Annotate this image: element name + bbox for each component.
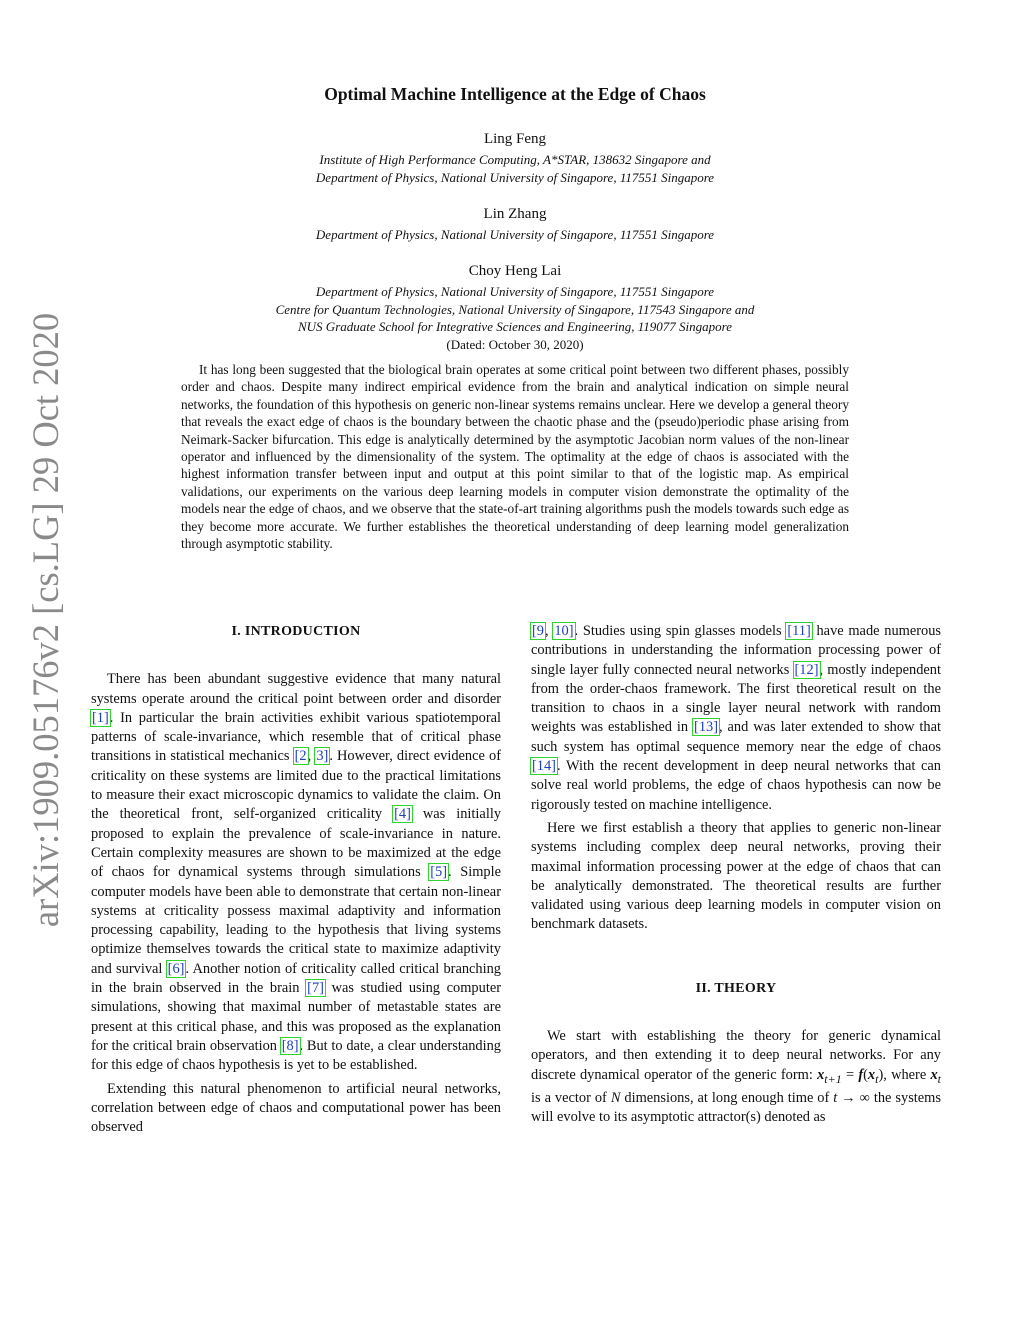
author-block-1 (150, 129, 880, 186)
text-run: have made numerous contributions in understanding the information processing power of single layer fully connected neural networks (531, 623, 941, 678)
text-run: . Studies using spin glasses models (574, 623, 787, 639)
math-subscript: t (875, 1071, 879, 1086)
citation-link[interactable]: [2 (294, 748, 307, 765)
citation-link[interactable]: [8] (281, 1037, 299, 1054)
affiliation-line: Department of Physics, National University of Singapore, 117551 Singapore (315, 284, 715, 299)
citation-link[interactable]: [11] (787, 623, 811, 639)
intro-paragraph-1 (91, 670, 501, 1075)
author-name: Ling Feng (483, 131, 547, 147)
affiliation-line: Institute of High Performance Computing, A*STAR, 138632 Singapore and (319, 152, 711, 167)
text-run: . However, direct evidence of criticality on these systems are limited due to the practical limitations to measure their exact microscopic dynamics to validate the claim. On the theoretical front, self-organized criticality (91, 748, 501, 823)
citation-link[interactable]: [14] (532, 758, 556, 775)
math-operator: ) (878, 1066, 884, 1083)
text-run: There has been abundant suggestive evidence that many natural systems operate around the critical point between order and disorder (91, 671, 501, 707)
math-symbol: t (833, 1089, 838, 1106)
citation-link[interactable]: [6] (167, 960, 185, 977)
citation-link[interactable]: [4] (394, 806, 411, 823)
math-symbol: x (930, 1066, 938, 1083)
citation-link[interactable]: [1] (92, 709, 109, 726)
text-run: . In particular the brain activities exhibit various spatiotemporal patterns of scale-invariance, which resemble that of critical phase transitions in statistical mechanics (91, 709, 501, 765)
arxiv-identifier-stamp (0, 0, 86, 1325)
author-name: Choy Heng Lai (468, 263, 562, 279)
math-symbol: N (610, 1089, 621, 1106)
intro-paragraph-2-start (91, 1080, 501, 1138)
text-run: , mostly independent from the order-chaos framework. The first theoretical result on the transition to chaos in a single layer neural network with random weights was established in (531, 661, 941, 736)
math-subscript: t (937, 1071, 942, 1086)
text-run: is a vector of (531, 1089, 611, 1106)
author-block-2 (150, 204, 880, 244)
citation-link[interactable]: [9 (532, 623, 544, 639)
dated-line: (Dated: October 30, 2020) (446, 336, 584, 352)
arxiv-id-text: arXiv:1909.05176v2 [cs.LG] 29 Oct 2020 (25, 312, 66, 928)
text-run: , and was later extended to show that such system has optimal sequence memory near the edge of chaos (531, 719, 941, 755)
math-operator: = (841, 1066, 859, 1083)
right-column (531, 622, 941, 1127)
text-run: , where (883, 1066, 931, 1083)
citation-link[interactable]: [13] (694, 719, 719, 736)
text-run: . Another notion of criticality called critical branching in the brain observed in the brain (91, 960, 501, 997)
math-symbol: x (867, 1066, 876, 1083)
intro-paragraph-3: Here we first establish a theory that applies to generic non-linear systems including complex deep neural networks, proving their maximal information processing power at the edge of chaos that can be analytically demonstrated. The theoretical results are further validated using various deep learning models in computer vision on benchmark datasets. (531, 819, 941, 933)
intro-paragraph-2-cont (531, 622, 941, 815)
affiliation-line: NUS Graduate School for Integrative Sciences and Engineering, 119077 Singapore (298, 319, 732, 335)
text-run: We start with establishing the theory for generic dynamical operators, and then extending it to deep neural networks. For any discrete dynamical operator of the generic form: (531, 1028, 941, 1083)
math-operator: → ∞ (837, 1089, 870, 1106)
math-symbol: x (817, 1066, 825, 1083)
text-run: the systems will evolve to its asymptotic attractor(s) denoted as (531, 1089, 941, 1126)
citation-link[interactable]: [12] (794, 661, 819, 678)
text-run: Extending this natural phenomenon to artificial neural networks, correlation between edge of chaos and computational power has been observed (91, 1080, 501, 1136)
citation-link[interactable]: 3] (316, 748, 329, 765)
affiliation-line: Department of Physics, National University of Singapore, 117551 Singapore (315, 169, 715, 185)
text-run: . Simple computer models have been able to demonstrate that certain non-linear systems at criticality possess maximal adaptivity and information processing capability, leading to the hypothesis that living systems optimize themselves towards the critical state to maximize adaptivity and survival (91, 864, 501, 977)
math-operator: ( (863, 1066, 868, 1083)
text-run: was initially proposed to explain the prevalence of scale-invariance in nature. Certain complexity measures are shown to be maximized at the edge of chaos for dynamical systems through simulations (91, 806, 502, 881)
author-name: Lin Zhang (483, 206, 547, 222)
author-block-3 (150, 261, 880, 353)
text-run: , (545, 623, 554, 639)
text-run: dimensions, at long enough time of (620, 1089, 834, 1106)
text-run: . With the recent development in deep neural networks that can solve real world problems, the edge of chaos hypothesis can now be rigorously tested on machine intelligence. (531, 758, 941, 813)
citation-link[interactable]: 10] (554, 623, 574, 639)
citation-link[interactable]: [7] (307, 980, 324, 997)
affiliation-line: Department of Physics, National University of Singapore, 117551 Singapore (315, 227, 715, 242)
paper-title: Optimal Machine Intelligence at the Edge of Chaos (324, 84, 706, 104)
theory-paragraph-1 (531, 1027, 941, 1127)
affiliation-line: Centre for Quantum Technologies, National University of Singapore, 117543 Singapore and (275, 301, 755, 317)
text-run: was studied using computer simulations, showing that maximal number of metastable states are present at this critical phase, and this was proposed as the explanation for the critical brain observation (91, 980, 501, 1054)
abstract: It has long been suggested that the biological brain operates at some critical point between two different phases, possibly order and chaos. Despite many indirect empirical evidence from the brain and analytical indication on simple neural networks, the foundation of this hypothesis on generic non-linear systems remains unclear. Here we develop a general theory that reveals the exact edge of chaos is the boundary between the chaotic phase and the (pseudo)periodic phase arising from Neimark-Sacker bifurcation. This edge is analytically determined by the asymptotic Jacobian norm values of the non-linear operator and influenced by the dimensionality of the system. The optimality at the edge of chaos is associated with the highest information transfer between input and output at this point similar to that of the logistic map. As empirical validations, our experiments on the various deep learning models in computer vision demonstrate the optimality of the models near the edge of chaos, and we observe that the state-of-art training algorithms push the models towards such edge as they become more accurate. We further establishes the theoretical understanding of deep learning model generalization through asymptotic stability. (181, 362, 849, 552)
left-column (91, 622, 501, 1137)
section-heading-theory: II. THEORY (695, 980, 777, 996)
section-heading-introduction: I. INTRODUCTION (231, 624, 361, 639)
text-run: . But to date, a clear understanding for this edge of chaos hypothesis is yet to be established. (91, 1037, 501, 1074)
math-subscript: t+1 (824, 1071, 842, 1086)
text-run: , (307, 748, 316, 765)
math-symbol: f (858, 1066, 864, 1083)
citation-link[interactable]: [5] (430, 864, 448, 881)
